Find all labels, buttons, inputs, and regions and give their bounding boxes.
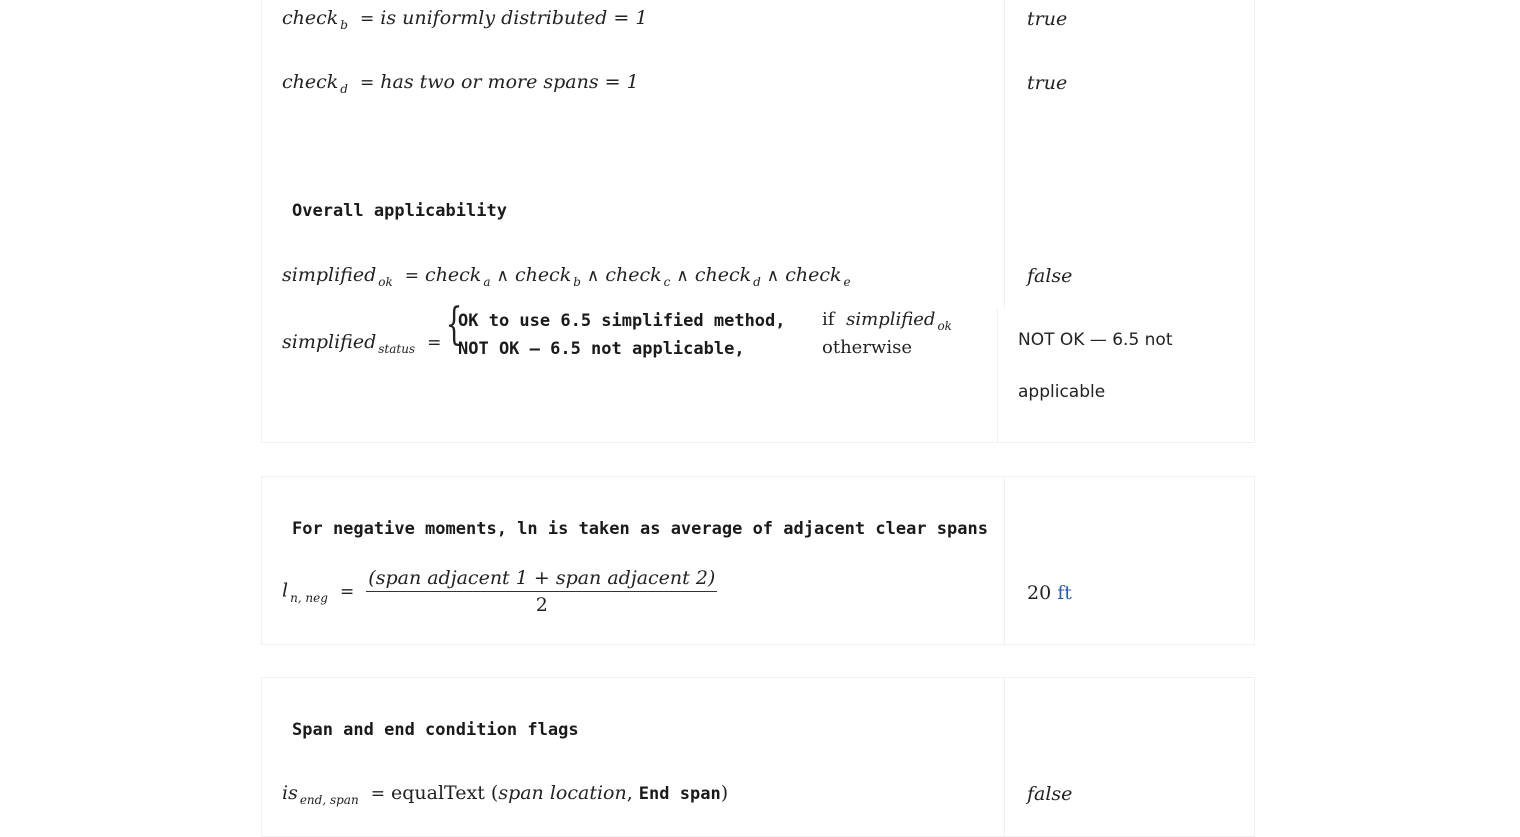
simplified-status-result-line1: NOT OK — 6.5 not — [1018, 330, 1173, 350]
check-e-var: check — [785, 264, 842, 286]
ln-neg-result — [1027, 582, 1072, 604]
and-operator: ∧ — [496, 266, 509, 286]
case-1-condition — [822, 309, 952, 333]
and-operator: ∧ — [586, 266, 600, 286]
and-operator: ∧ — [766, 266, 780, 286]
check-c-var: check — [605, 264, 662, 286]
check-e-sub: e — [843, 275, 851, 289]
check-d-var: check — [282, 71, 339, 93]
simplified-ok-equation — [282, 264, 851, 289]
calc-card-span-flags — [261, 677, 1255, 837]
equals-sign: = — [360, 73, 375, 93]
check-b-sub: b — [573, 275, 581, 289]
open-paren: ( — [490, 782, 499, 804]
section-heading: For negative moments, ln is taken as average of adjacent clear spans — [292, 519, 988, 539]
equals-sign: = — [427, 333, 442, 353]
check-b-rhs: is uniformly distributed = 1 — [380, 7, 648, 29]
function-name: equalText — [391, 782, 485, 804]
column-divider — [1004, 678, 1005, 836]
equals-sign: = — [370, 784, 385, 804]
check-c-sub: c — [663, 275, 671, 289]
simplified-status-sub: status — [378, 342, 416, 356]
is-end-span-result: false — [1027, 783, 1073, 805]
column-divider — [1004, 477, 1005, 644]
section-heading: Overall applicability — [292, 201, 507, 221]
equals-sign: = — [340, 581, 355, 602]
if-keyword: if — [822, 309, 835, 330]
check-a-var: check — [425, 264, 482, 286]
check-d-sub: d — [753, 275, 761, 289]
arg-separator: , — [626, 782, 639, 804]
ln-neg-fraction — [366, 567, 717, 616]
case-1-text: OK to use 6.5 simplified method, — [458, 311, 786, 331]
and-operator: ∧ — [676, 266, 689, 286]
function-arg-2: End span — [638, 784, 721, 804]
simplified-var: simplified — [282, 331, 377, 353]
check-d-var: check — [694, 264, 752, 286]
case-2-text: NOT OK — 6.5 not applicable, — [458, 339, 745, 359]
check-d-sub: d — [340, 82, 348, 96]
check-d-result: true — [1027, 72, 1068, 94]
is-end-span-equation — [282, 782, 729, 807]
is-end-span-sub: end, span — [299, 793, 359, 807]
simplified-status-equation — [282, 299, 982, 373]
check-b-sub: b — [340, 18, 348, 32]
close-paren: ) — [720, 782, 729, 804]
ln-neg-equation — [282, 567, 717, 616]
is-var: is — [282, 782, 298, 804]
check-b-var: check — [514, 264, 572, 286]
case-2-condition: otherwise — [822, 337, 912, 358]
check-b-result: true — [1027, 8, 1068, 30]
check-a-sub: a — [483, 275, 491, 289]
check-b-equation — [282, 7, 648, 32]
section-heading: Span and end condition flags — [292, 720, 579, 740]
column-divider — [1004, 0, 1005, 309]
simplified-ok-sub: ok — [937, 319, 952, 333]
check-b-var: check — [282, 7, 339, 29]
calc-card-negative-moments — [261, 476, 1255, 645]
ln-var: l — [282, 579, 289, 602]
fraction-denominator: 2 — [535, 594, 548, 616]
simplified-status-result-line2: applicable — [1018, 382, 1106, 402]
function-arg-1: span location — [498, 782, 627, 804]
equals-sign: = — [360, 9, 375, 29]
case-brace: { — [445, 299, 463, 350]
ln-neg-value: 20 — [1027, 582, 1052, 604]
simplified-var: simplified — [846, 309, 936, 330]
equals-sign: = — [404, 266, 420, 286]
fraction-numerator: (span adjacent 1 + span adjacent 2) — [366, 567, 717, 592]
check-d-rhs: has two or more spans = 1 — [380, 71, 639, 93]
simplified-ok-result: false — [1027, 265, 1073, 287]
simplified-ok-sub: ok — [378, 275, 393, 289]
column-divider — [997, 309, 998, 442]
ln-neg-unit: ft — [1057, 582, 1072, 604]
check-d-equation — [282, 71, 639, 96]
simplified-var: simplified — [282, 264, 377, 286]
ln-neg-sub: n, neg — [290, 590, 328, 605]
calc-card-applicability — [261, 0, 1255, 443]
